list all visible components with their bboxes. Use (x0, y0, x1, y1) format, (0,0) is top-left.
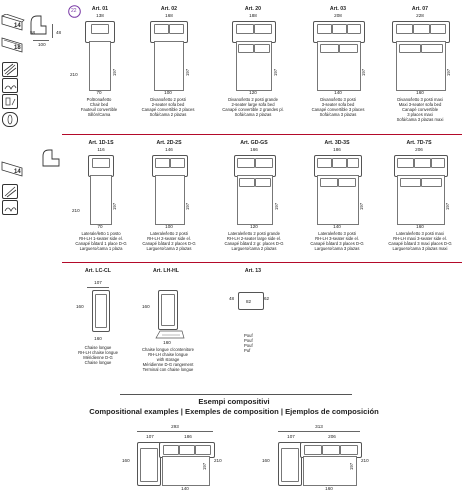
row1-art20-desc: Divano/letto 2 posti grande 2-seater large sofa bed Canapé convertible 2 grandes pl. Sofá/cama 2 plazas (222, 97, 284, 117)
cushion-height-icon-2 (0, 160, 26, 178)
slats-icon-2 (2, 184, 18, 199)
row1-art02-title: Art. 02 (160, 6, 178, 12)
wrench-icon (2, 112, 18, 127)
row3-lccl-side: 160 (76, 304, 84, 309)
row1-art01-bed (89, 41, 111, 91)
row1-art20-inner-l: 197 (273, 68, 279, 77)
row1-art03-inner-w: 140 (334, 90, 342, 95)
row2-1d1s-title: Art. 1D-1S (88, 140, 114, 146)
row2-gdgs-title: Art. GD-GS (240, 140, 268, 146)
row2-1d1s-desc: Laterale/letto 1 posto RH-LH 1-seater side el. Canapé bâtard 1 place D-G Larguero/cama 1 plaza (75, 231, 127, 251)
row2-gdgs-inner-l: 197 (274, 202, 280, 211)
row2-2d2s-width: 146 (165, 147, 173, 152)
row2-gdgs-desc: Laterale/letto 2 posti grande RH-LH 2-seater large side el. Canapé bâtard 2 gr. places D-G Larguero/cama 2 plazas (224, 231, 284, 251)
separator-3 (120, 394, 352, 395)
ex2-left: 160 (262, 458, 270, 463)
ex1-inner: 140 (181, 486, 189, 491)
row1-art07-inner-l: 197 (446, 68, 452, 77)
row2-2d2s-inner-w: 100 (165, 224, 173, 229)
springs-icon-2 (2, 200, 18, 215)
ex2-bed (303, 456, 357, 486)
row3-lhhl-bottom: 160 (163, 340, 171, 345)
chaise-storage-icon (154, 328, 186, 340)
row1-art07-title: Art. 07 (411, 6, 429, 12)
separator-2 (62, 262, 462, 263)
row1-art01-inner-w: 70 (96, 90, 102, 95)
row1-art02-bed (154, 41, 184, 91)
row1-art01-inner-l: 197 (112, 68, 118, 77)
ex2-total: 313 (315, 424, 323, 429)
mechanism-icon (2, 94, 18, 109)
row1-art01-length: 210 (70, 72, 78, 77)
row1-art07-width: 228 (416, 13, 424, 18)
ex1-total: 293 (171, 424, 179, 429)
row3-lccl-title: Art. LC-CL (85, 268, 111, 274)
row2-gdgs-width: 166 (250, 147, 258, 152)
row1-art02-desc: Divano/letto 2 posti 2-seater sofa bed Canapé convertible 2 places Sofá/cama 2 plazas (141, 97, 195, 117)
row2-3d3s-title: Art. 3D-3S (324, 140, 350, 146)
ex2-inner: 160 (325, 486, 333, 491)
row1-art01-title: Art. 01 (91, 6, 109, 12)
row2-3d3s-inner-l: 197 (359, 202, 365, 211)
cushion-height-icon (0, 14, 26, 32)
row2-3d3s-width: 186 (333, 147, 341, 152)
row3-pouf-dim-48: 48 (229, 296, 235, 301)
row2-gdgs-inner-w: 120 (250, 224, 258, 229)
row3-lccl-top: 107 (94, 280, 102, 285)
badge-value: 22 (71, 8, 77, 14)
row2-1d1s-width: 116 (97, 147, 105, 152)
row2-2d2s-bed (155, 175, 185, 225)
row3-pouf-dim-82: 82 (246, 299, 252, 304)
seat-depth-48: 48 (56, 30, 62, 35)
row2-7d7s-inner-w: 160 (416, 224, 424, 229)
row2-7d7s-title: Art. 7D-7S (406, 140, 432, 146)
ex1-left: 160 (122, 458, 130, 463)
row3-lhhl-title: Art. LH-HL (153, 268, 179, 274)
row3-lccl-bottom: 160 (94, 336, 102, 341)
row3-lccl-desc: Chaise longue RH-LH chaise longue Méridienne D-G Chaise longue (78, 345, 118, 365)
ex1-b: 186 (184, 434, 192, 439)
row3-lhhl-side: 160 (142, 304, 150, 309)
ex1-inner-l: 197 (202, 462, 208, 471)
cushion-14-label-2: 14 (14, 169, 21, 175)
ex1-a: 107 (146, 434, 154, 439)
row1-art01-desc: Poltrona/letto Chair bed Fauteuil convertible Sillón/Cama (80, 97, 118, 117)
row3-lhhl-desc: Chaise longue c/contenitore RH-LH chaise longue with storage Méridienne D-G rangement Terminal con chaise longue (142, 347, 194, 372)
ex2-inner-l: 197 (349, 462, 355, 471)
seat-profile-side-icon (40, 148, 62, 168)
row3-pouf-dim-62: 62 (264, 296, 270, 301)
row2-7d7s-width: 206 (415, 147, 423, 152)
seat-width-100: 100 (38, 42, 46, 47)
mattress-18-label: 18 (14, 45, 21, 51)
ex2-b: 206 (328, 434, 336, 439)
row1-art20-width: 188 (249, 13, 257, 18)
examples-title: Esempi compositivi (198, 397, 270, 406)
slats-icon (2, 62, 18, 77)
row2-3d3s-desc: Laterale/letto 3 posti RH-LH 3-seater side el. Canapé bâtard 3 places D-G Larguero/cama 3 plazas (310, 231, 364, 251)
row1-art07-desc: Divano/letto 3 posti maxi Maxi 3-seater sofa bed Canapé convertible 3 places maxi Sofá/cama 3 plazas maxi (396, 97, 444, 122)
row2-7d7s-desc: Laterale/letto 3 posti maxi RH-LH maxi 3-seater side el. Canapé bâtard 3 maxi places D-G Larguero/cama 3 plazas maxi (388, 231, 452, 251)
row1-art03-width: 208 (334, 13, 342, 18)
row1-art02-width: 168 (165, 13, 173, 18)
seat-depth-58: 58 (30, 30, 36, 35)
cushion-14-label: 14 (14, 23, 21, 29)
row1-art20-title: Art. 20 (244, 6, 262, 12)
row2-1d1s-length: 210 (72, 208, 80, 213)
row1-art03-desc: Divano/letto 3 posti 3-seater sofa bed Canapé convertible 3 places Sofá/cama 3 plazas (311, 97, 365, 117)
ex2-right: 210 (361, 458, 369, 463)
springs-icon (2, 78, 18, 93)
row1-art03-inner-l: 197 (361, 68, 367, 77)
row1-art01-width: 138 (96, 13, 104, 18)
mattress-height-icon (0, 36, 26, 54)
row1-art02-inner-l: 197 (185, 68, 191, 77)
row1-art20-inner-w: 120 (249, 90, 257, 95)
ex2-a: 107 (287, 434, 295, 439)
row2-1d1s-inner-l: 197 (112, 202, 118, 211)
row2-7d7s-inner-l: 197 (445, 202, 451, 211)
row3-pouf-desc: Pouf Pouf Pouf Puf (244, 333, 253, 353)
row2-3d3s-inner-w: 140 (333, 224, 341, 229)
row2-2d2s-title: Art. 2D-2S (156, 140, 182, 146)
row2-2d2s-desc: Laterale/letto 2 posti RH-LH 2-seater side el. Canapé bâtard 2 places D-G Larguero/cama 2 plazas (142, 231, 196, 251)
row2-1d1s-inner-w: 70 (97, 224, 103, 229)
ex1-bed (162, 456, 210, 486)
separator-1 (62, 134, 462, 135)
ex1-right: 210 (214, 458, 222, 463)
row1-art03-title: Art. 03 (329, 6, 347, 12)
row3-pouf-title: Art. 13 (244, 268, 262, 274)
row1-art07-inner-w: 160 (416, 90, 424, 95)
examples-subtitle: Compositional examples | Exemples de composition | Ejemplos de composición (89, 407, 379, 416)
row2-1d1s-bed (90, 175, 112, 225)
row2-2d2s-inner-l: 197 (185, 202, 191, 211)
row1-art02-inner-w: 100 (164, 90, 172, 95)
